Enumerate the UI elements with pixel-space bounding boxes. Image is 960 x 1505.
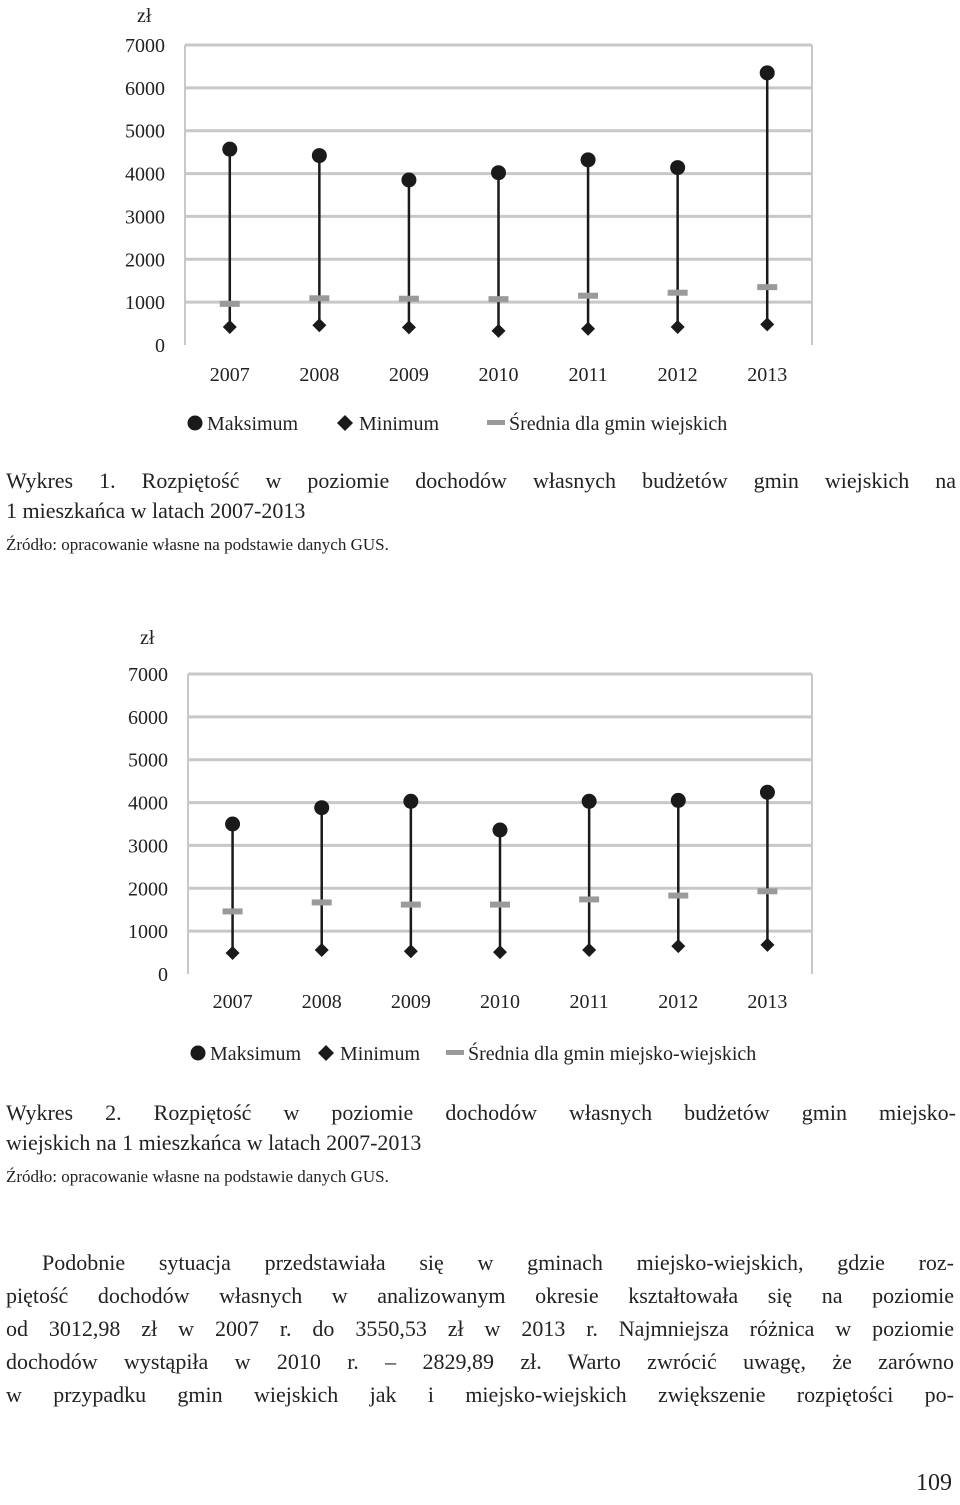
- legend-mean-marker: [487, 420, 505, 425]
- mean-marker: [668, 290, 688, 296]
- chart-2-caption-line1: Wykres 2. Rozpiętość w poziomie dochodów własnych budżetów gmin miejsko-: [6, 1100, 956, 1125]
- paragraph-line: Podobnie sytuacja przedstawiała się w gminach miejsko-wiejskich, gdzie roz-: [42, 1250, 954, 1275]
- legend-mean-label: Średnia dla gmin wiejskich: [509, 413, 728, 435]
- legend-min-marker: [337, 415, 353, 431]
- body-paragraph: [6, 1246, 954, 1411]
- max-marker: [403, 794, 418, 809]
- y-tick-label: 0: [155, 335, 165, 357]
- max-marker: [671, 793, 686, 808]
- min-marker: [760, 317, 774, 331]
- min-marker: [492, 324, 506, 338]
- max-marker: [401, 173, 416, 188]
- chart-1: [0, 0, 960, 450]
- mean-marker: [399, 296, 419, 302]
- y-tick-label: 1000: [128, 921, 168, 944]
- x-tick-label: 2008: [299, 364, 340, 386]
- y-tick-label: 1000: [125, 292, 165, 315]
- y-tick-label: 5000: [125, 120, 165, 143]
- y-tick-label: 4000: [128, 792, 168, 815]
- max-marker: [760, 785, 775, 800]
- mean-marker: [401, 902, 421, 908]
- y-tick-label: 7000: [128, 664, 168, 686]
- max-marker: [760, 65, 775, 80]
- y-tick-label: 7000: [125, 35, 165, 57]
- max-marker: [670, 160, 685, 175]
- min-marker: [404, 944, 418, 958]
- y-tick-label: 3000: [125, 206, 165, 229]
- mean-marker: [578, 293, 598, 299]
- max-marker: [225, 817, 240, 832]
- x-tick-label: 2013: [747, 991, 788, 1013]
- chart-1-caption: [6, 466, 956, 526]
- chart-2-caption-line2: wiejskich na 1 mieszkańca w latach 2007-2013: [6, 1130, 422, 1155]
- y-axis-unit-label: zł: [140, 627, 155, 649]
- max-marker: [491, 165, 506, 180]
- mean-marker: [223, 908, 243, 914]
- y-tick-label: 5000: [128, 749, 168, 772]
- x-tick-label: 2012: [658, 991, 699, 1013]
- chart-1-caption-line2: 1 mieszkańca w latach 2007-2013: [6, 498, 306, 523]
- chart-2-caption: [6, 1098, 956, 1158]
- legend-min-label: Minimum: [340, 1043, 421, 1065]
- y-tick-label: 3000: [128, 835, 168, 858]
- x-tick-label: 2010: [478, 364, 519, 386]
- min-marker: [582, 943, 596, 957]
- x-tick-label: 2013: [747, 364, 788, 386]
- min-marker: [493, 945, 507, 959]
- y-tick-label: 6000: [128, 706, 168, 729]
- x-tick-label: 2011: [568, 364, 608, 386]
- y-tick-label: 4000: [125, 163, 165, 186]
- min-marker: [223, 320, 237, 334]
- legend-min-marker: [318, 1045, 334, 1061]
- x-tick-label: 2011: [569, 991, 609, 1013]
- legend-max-marker: [188, 416, 203, 431]
- min-marker: [312, 318, 326, 332]
- x-tick-label: 2007: [209, 364, 250, 386]
- y-tick-label: 2000: [125, 249, 165, 272]
- mean-marker: [579, 896, 599, 902]
- max-marker: [312, 148, 327, 163]
- paragraph-line: dochodów wystąpiła w 2010 r. – 2829,89 zł. Warto zwrócić uwagę, że zarówno: [6, 1349, 954, 1374]
- chart-2-source: Źródło: opracowanie własne na podstawie danych GUS.: [6, 1167, 389, 1186]
- mean-marker: [220, 301, 240, 307]
- min-marker: [760, 938, 774, 952]
- page-number: 109: [916, 1470, 952, 1496]
- max-marker: [222, 142, 237, 157]
- chart-1-caption-line1: Wykres 1. Rozpiętość w poziomie dochodów własnych budżetów gmin wiejskich na: [6, 468, 956, 493]
- legend-max-label: Maksimum: [207, 413, 299, 435]
- min-marker: [581, 322, 595, 336]
- legend-max-label: Maksimum: [210, 1043, 302, 1065]
- max-marker: [493, 823, 508, 838]
- max-marker: [582, 794, 597, 809]
- min-marker: [226, 946, 240, 960]
- mean-marker: [668, 893, 688, 899]
- paragraph-line: piętość dochodów własnych w analizowanym okresie kształtowała się na poziomie: [6, 1283, 954, 1308]
- paragraph-line: od 3012,98 zł w 2007 r. do 3550,53 zł w 2013 r. Najmniejsza różnica w poziomie: [6, 1316, 954, 1341]
- min-marker: [671, 320, 685, 334]
- x-tick-label: 2009: [390, 991, 431, 1013]
- y-tick-label: 6000: [125, 77, 165, 100]
- x-tick-label: 2008: [301, 991, 342, 1013]
- legend-mean-label: Średnia dla gmin miejsko-wiejskich: [468, 1043, 757, 1065]
- y-axis-unit-label: zł: [137, 5, 152, 27]
- max-marker: [314, 800, 329, 815]
- min-marker: [315, 943, 329, 957]
- min-marker: [402, 320, 416, 334]
- legend-mean-marker: [446, 1050, 464, 1055]
- min-marker: [671, 939, 685, 953]
- mean-marker: [757, 888, 777, 894]
- chart-2: [0, 610, 960, 1080]
- y-tick-label: 2000: [128, 878, 168, 901]
- y-tick-label: 0: [158, 964, 168, 986]
- chart-2-svg: [0, 610, 960, 1080]
- x-tick-label: 2007: [212, 991, 253, 1013]
- mean-marker: [309, 295, 329, 301]
- x-tick-label: 2010: [480, 991, 520, 1013]
- chart-1-svg: [0, 0, 960, 450]
- legend-min-label: Minimum: [359, 413, 440, 435]
- x-tick-label: 2009: [388, 364, 429, 386]
- mean-marker: [489, 296, 509, 302]
- mean-marker: [312, 899, 332, 905]
- max-marker: [581, 152, 596, 167]
- mean-marker: [490, 902, 510, 908]
- mean-marker: [757, 284, 777, 290]
- x-tick-label: 2012: [657, 364, 698, 386]
- chart-1-source: Źródło: opracowanie własne na podstawie danych GUS.: [6, 535, 389, 554]
- paragraph-line: w przypadku gmin wiejskich jak i miejsko-wiejskich zwiększenie rozpiętości po-: [6, 1382, 954, 1407]
- legend-max-marker: [191, 1046, 206, 1061]
